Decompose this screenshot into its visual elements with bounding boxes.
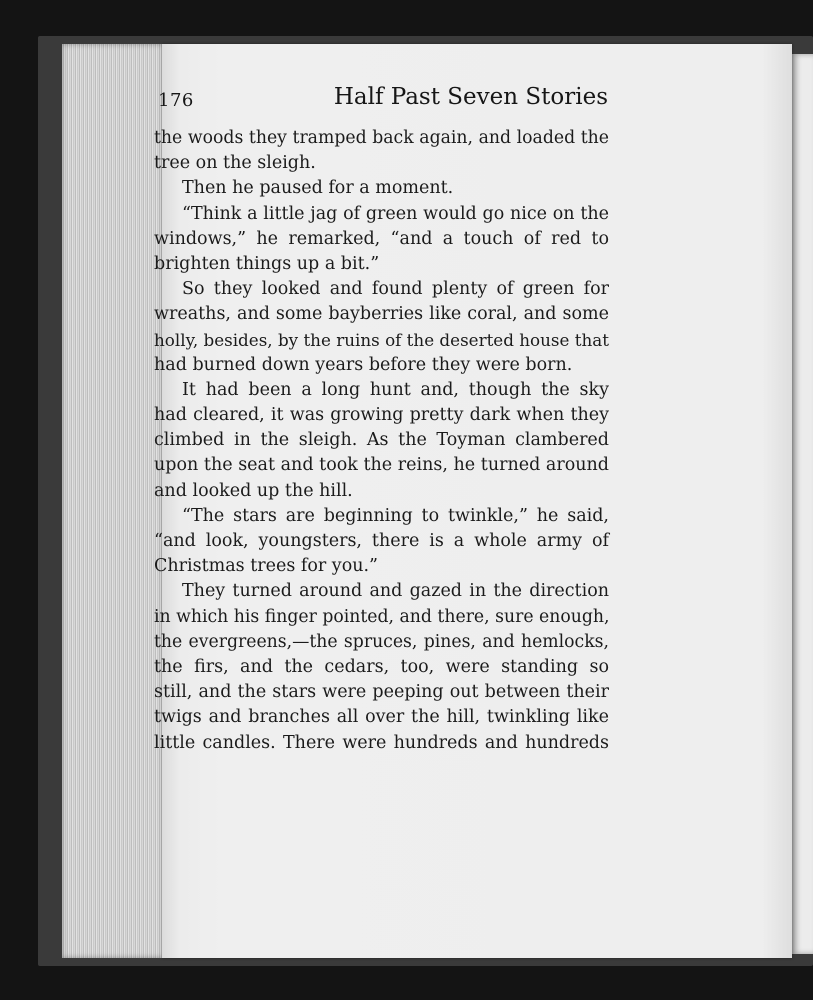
text-line: “Think a little jag of green would go nice on the bbox=[182, 203, 609, 224]
text-line: wreaths, and some bayberries like coral, and some bbox=[154, 304, 609, 325]
text-line: little candles. There were hundreds and hundreds bbox=[154, 732, 609, 753]
text-line: the firs, and the cedars, too, were standing so bbox=[154, 656, 609, 677]
next-page-edge bbox=[792, 54, 813, 954]
text-line: still, and the stars were peeping out between their bbox=[154, 682, 609, 703]
text-line: brighten things up a bit.” bbox=[154, 253, 380, 274]
text-line: climbed in the sleigh. As the Toyman clambered bbox=[154, 430, 609, 451]
page-number: 176 bbox=[158, 90, 194, 111]
text-line: They turned around and gazed in the direction bbox=[182, 581, 609, 602]
text-line: upon the seat and took the reins, he turned around bbox=[154, 455, 609, 476]
text-line: in which his finger pointed, and there, sure enough, bbox=[154, 606, 610, 627]
text-line: Christmas trees for you.” bbox=[154, 556, 379, 577]
text-line: twigs and branches all over the hill, twinkling like bbox=[154, 707, 609, 728]
text-line: windows,” he remarked, “and a touch of red to bbox=[154, 228, 609, 249]
text-line: the evergreens,—the spruces, pines, and hemlocks, bbox=[154, 631, 609, 652]
text-line: holly, besides, by the ruins of the deserted house that bbox=[154, 329, 609, 350]
text-line: the woods they tramped back again, and loaded the bbox=[154, 128, 609, 148]
text-line: “and look, youngsters, there is a whole army of bbox=[154, 531, 609, 551]
text-line: had cleared, it was growing pretty dark when they bbox=[154, 405, 609, 426]
text-line: It had been a long hunt and, though the sky bbox=[182, 379, 609, 400]
text-line: “The stars are beginning to twinkle,” he said, bbox=[182, 505, 609, 526]
text-line: and looked up the hill. bbox=[154, 480, 353, 501]
text-line: Then he paused for a moment. bbox=[182, 178, 454, 199]
page-edges bbox=[62, 44, 166, 958]
page-header bbox=[158, 84, 608, 124]
text-line: tree on the sleigh. bbox=[154, 153, 316, 174]
text-line: So they looked and found plenty of green for bbox=[182, 279, 609, 300]
body-text bbox=[154, 126, 609, 756]
running-title: Half Past Seven Stories bbox=[333, 84, 608, 110]
text-line: had burned down years before they were born. bbox=[154, 354, 573, 375]
